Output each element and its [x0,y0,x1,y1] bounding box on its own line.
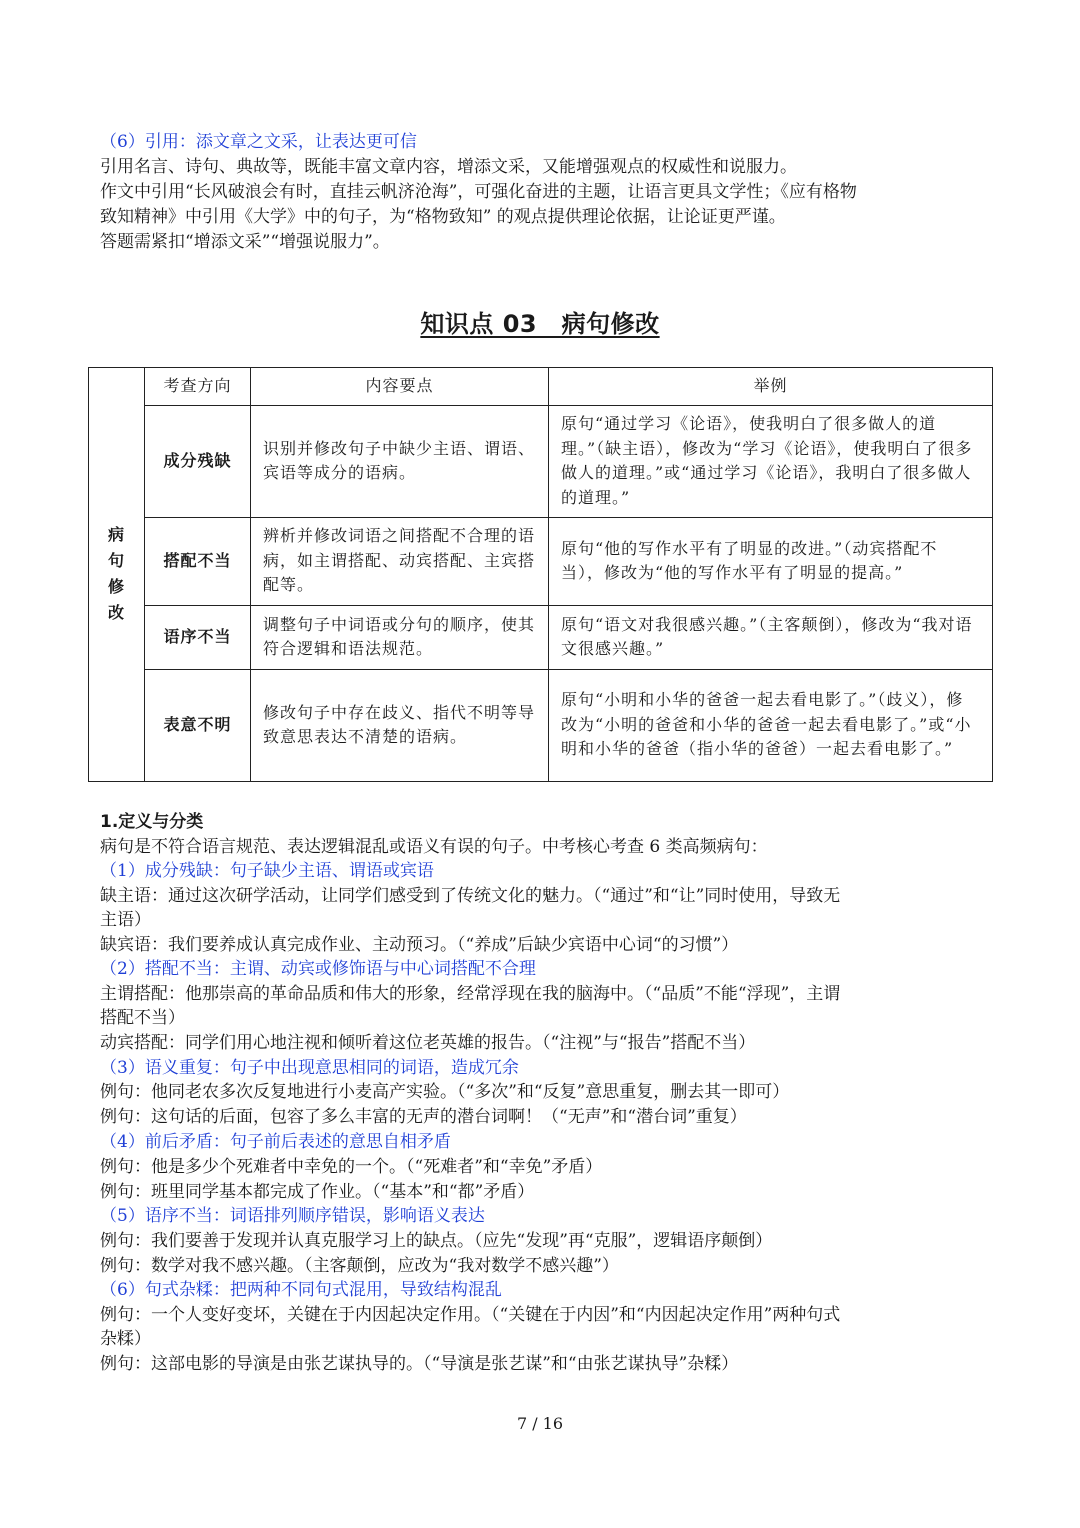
paragraph: 缺主语：通过这次研学活动，让同学们感受到了传统文化的魅力。（“通过”和“让”同时使用，导致无 [100,886,841,906]
category-heading: （2）搭配不当：主谓、动宾或修饰语与中心词搭配不合理 [100,959,536,979]
table-cell-content: 识别并修改句子中缺少主语、谓语、宾语等成分的语病。 [251,405,549,517]
paragraph: 杂糅） [100,1329,151,1349]
paragraph: 致知精神》中引用《大学》中的句子，为“格物致知” 的观点提供理论依据，让论证更严谨。 [100,207,786,227]
table-cell-content: 辨析并修改词语之间搭配不合理的语病，如主谓搭配、动宾搭配、主宾搭配等。 [251,517,549,605]
section-title: 知识点 03 病句修改 [420,310,660,338]
category-heading: （5）语序不当：词语排列顺序错误，影响语义表达 [100,1206,485,1226]
table-header: 内容要点 [251,368,549,406]
table-row [89,405,993,517]
table-cell-example: 原句“小明和小华的爸爸一起去看电影了。”（歧义），修改为“小明的爸爸和小华的爸爸一起去看电影了。”或“小明和小华的爸爸（指小华的爸爸）一起去看电影了。” [549,669,993,781]
paragraph: 例句：班里同学基本都完成了作业。（“基本”和“都”矛盾） [100,1182,535,1202]
table-cell-direction: 成分残缺 [145,405,251,517]
table-row [89,605,993,669]
paragraph: 搭配不当） [100,1008,185,1028]
table-cell-content: 修改句子中存在歧义、指代不明等导致意思表达不清楚的语病。 [251,669,549,781]
category-heading: （6）句式杂糅：把两种不同句式混用，导致结构混乱 [100,1280,502,1300]
paragraph: 动宾搭配：同学们用心地注视和倾听着这位老英雄的报告。（“注视”与“报告”搭配不当） [100,1033,756,1053]
table-row [89,669,993,781]
quote-heading: （6）引用：添文章之文采，让表达更可信 [100,132,417,152]
paragraph: 答题需紧扣“增添文采”“增强说服力”。 [100,232,390,252]
paragraph: 例句：这句话的后面，包容了多么丰富的无声的潜台词啊！（“无声”和“潜台词”重复） [100,1107,747,1127]
table-cell-content: 调整句子中词语或分句的顺序，使其符合逻辑和语法规范。 [251,605,549,669]
category-heading: （3）语义重复：句子中出现意思相同的词语，造成冗余 [100,1058,519,1078]
paragraph: 主语） [100,910,151,930]
paragraph: 作文中引用“长风破浪会有时，直挂云帆济沧海”，可强化奋进的主题，让语言更具文学性；《应有格物 [100,182,857,202]
paragraph: 缺宾语：我们要养成认真完成作业、主动预习。（“养成”后缺少宾语中心词“的习惯”） [100,935,739,955]
table-cell-direction: 表意不明 [145,669,251,781]
table-row [89,517,993,605]
table-header: 考查方向 [145,368,251,406]
paragraph: 病句是不符合语言规范、表达逻辑混乱或语义有误的句子。中考核心考查 6 类高频病句： [100,837,768,857]
table-header: 举例 [549,368,993,406]
table-cell-direction: 语序不当 [145,605,251,669]
paragraph: 引用名言、诗句、典故等，既能丰富文章内容，增添文采，又能增强观点的权威性和说服力。 [100,157,797,177]
subsection-heading: 1.定义与分类 [100,812,204,832]
paragraph: 例句：我们要善于发现并认真克服学习上的缺点。（应先“发现”再“克服”，逻辑语序颠倒） [100,1231,773,1251]
page-number: 7 / 16 [516,1414,564,1433]
table-cell-example: 原句“他的写作水平有了明显的改进。”（动宾搭配不当），修改为“他的写作水平有了明显的提高。” [549,517,993,605]
paragraph: 例句：他同老农多次反复地进行小麦高产实验。（“多次”和“反复”意思重复，删去其一即可） [100,1082,790,1102]
table-cell-example: 原句“通过学习《论语》，使我明白了很多做人的道理。”（缺主语），修改为“学习《论语》，使我明白了很多做人的道理。”或“通过学习《论语》，我明白了很多做人的道理。” [549,405,993,517]
paragraph: 例句：他是多少个死难者中幸免的一个。（“死难者”和“幸免”矛盾） [100,1157,603,1177]
table-cell-example: 原句“语文对我很感兴趣。”（主客颠倒），修改为“我对语文很感兴趣。” [549,605,993,669]
paragraph: 例句：一个人变好变坏，关键在于内因起决定作用。（“关键在于内因”和“内因起决定作用”两种句式 [100,1305,841,1325]
paragraph: 主谓搭配：他那崇高的革命品质和伟大的形象，经常浮现在我的脑海中。（“品质”不能“浮现”，主谓 [100,984,841,1004]
paragraph: 例句：数学对我不感兴趣。（主客颠倒，应改为“我对数学不感兴趣”） [100,1256,619,1276]
category-heading: （4）前后矛盾：句子前后表述的意思自相矛盾 [100,1132,451,1152]
paragraph: 例句：这部电影的导演是由张艺谋执导的。（“导演是张艺谋”和“由张艺谋执导”杂糅） [100,1354,739,1374]
table-cell-direction: 搭配不当 [145,517,251,605]
table-side-label [89,368,145,782]
category-heading: （1）成分残缺：句子缺少主语、谓语或宾语 [100,861,434,881]
side-label-text: 病句修改 [107,525,125,623]
knowledge-table [88,367,993,782]
